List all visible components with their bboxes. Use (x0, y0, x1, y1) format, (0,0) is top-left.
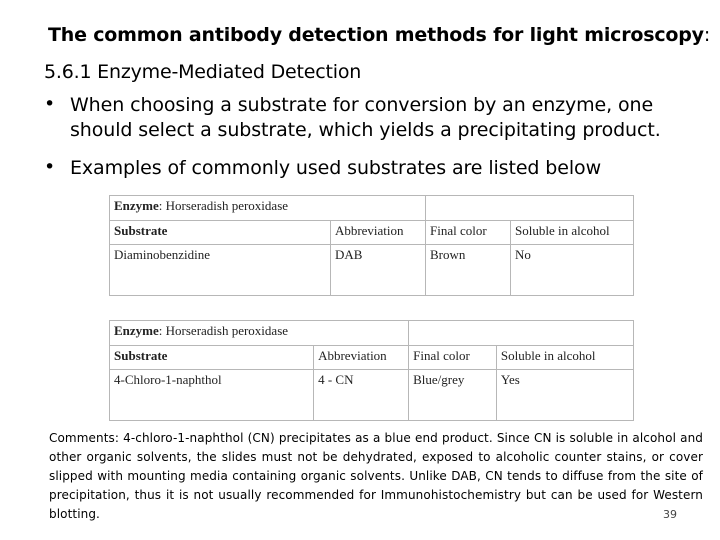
substrate-table-cn (109, 320, 634, 421)
bullet-text: When choosing a substrate for conversion by an enzyme, one should select a substrate, which yields a precipitating product. (70, 94, 661, 141)
enzyme-value: : Horseradish peroxidase (158, 323, 289, 338)
enzyme-label: Enzyme (114, 198, 159, 213)
header-substrate: Substrate (110, 346, 314, 370)
slide-title-main: The common antibody detection methods for light microscopy (48, 24, 704, 46)
comments-paragraph: Comments: 4-chloro-1-naphthol (CN) precipitates as a blue end product. Since CN is soluble in alcohol and other organic solvents, the slides must not be dehydrated, exposed to alcoholic counter stains, or cover slipped with mounting media containing organic solvents. Unlike DAB, CN tends to diffuse from the site of precipitation, thus it is not usually recommended for Immunohistochemistry but can be used for Western blotting. (49, 431, 703, 521)
enzyme-value: : Horseradish peroxidase (158, 198, 289, 213)
slide-title-colon: : (703, 24, 711, 46)
header-abbreviation: Abbreviation (314, 346, 409, 370)
header-soluble: Soluble in alcohol (496, 346, 633, 370)
header-final-color: Final color (426, 221, 511, 245)
bullet-item (44, 93, 704, 143)
bullet-icon: • (44, 93, 56, 115)
header-abbreviation: Abbreviation (330, 221, 425, 245)
enzyme-label: Enzyme (114, 323, 159, 338)
enzyme-cell (110, 196, 426, 221)
bullet-item (44, 156, 704, 182)
slide-title (48, 24, 710, 46)
cell-soluble: Yes (496, 370, 633, 421)
section-heading: 5.6.1 Enzyme-Mediated Detection (44, 61, 362, 83)
page-number: 39 (663, 508, 677, 521)
bullet-text: Examples of commonly used substrates are listed below (70, 157, 602, 179)
header-soluble: Soluble in alcohol (511, 221, 634, 245)
cell-soluble: No (511, 245, 634, 296)
cell-abbreviation: 4 - CN (314, 370, 409, 421)
cell-final-color: Brown (426, 245, 511, 296)
cell-substrate: 4-Chloro-1-naphthol (110, 370, 314, 421)
table-cell (426, 196, 634, 221)
table-cell (409, 321, 634, 346)
enzyme-cell (110, 321, 409, 346)
bullet-icon: • (44, 156, 56, 178)
substrate-table-dab (109, 195, 634, 296)
cell-final-color: Blue/grey (409, 370, 497, 421)
header-final-color: Final color (409, 346, 497, 370)
header-substrate: Substrate (110, 221, 331, 245)
cell-substrate: Diaminobenzidine (110, 245, 331, 296)
cell-abbreviation: DAB (330, 245, 425, 296)
